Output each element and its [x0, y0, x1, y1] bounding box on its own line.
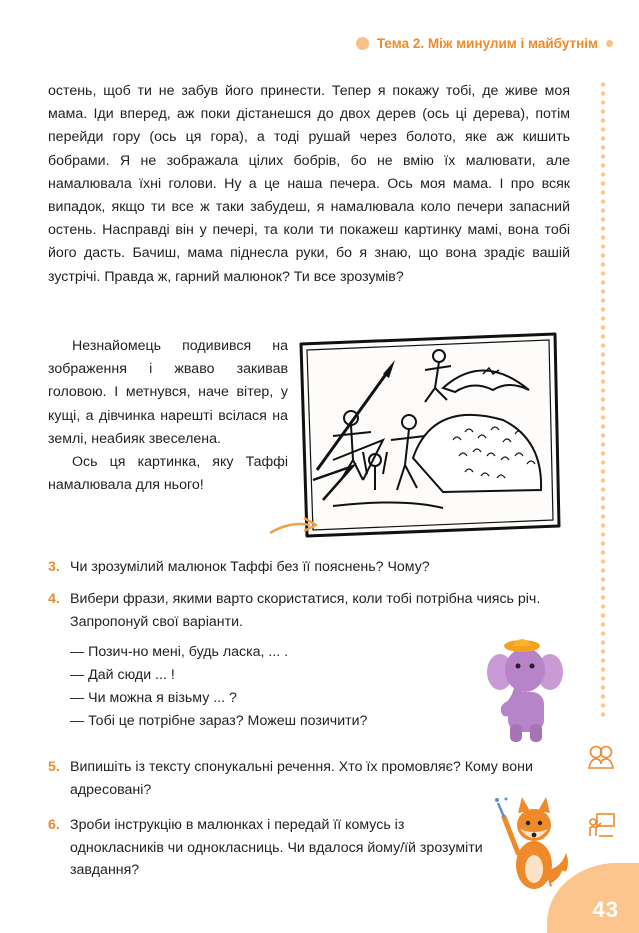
phrase-item: — Позич-но мені, будь ласка, ... .: [70, 644, 289, 660]
chapter-title: Тема 2. Між минулим і майбутнім: [376, 36, 598, 51]
story-continuation: [48, 335, 288, 497]
page-number: 43: [592, 897, 619, 922]
story-paragraph-stranger: Незнайомець подивився на зображення і жваво закивав головою. І метнувся, наче вітер, у кущі, а дівчинка нарешті всілася на землі, неабияк звеселена.: [48, 338, 288, 447]
pointing-arrow-icon: [266, 503, 322, 537]
taffy-drawing: [293, 330, 565, 540]
question-text: Випишіть із тексту спонукальні речення. Хто їх промовляє? Кому вони адресовані?: [70, 759, 533, 798]
presentation-icon: [588, 812, 616, 838]
phrase-item: — Чи можна я візьму ... ?: [70, 690, 237, 706]
question-text: Чи зрозумілий малюнок Таффі без її пояснень? Чому?: [70, 559, 430, 575]
elephant-illustration: [486, 632, 564, 744]
phrase-item: — Дай сюди ... !: [70, 667, 175, 683]
fox-illustration: [492, 795, 574, 895]
phrase-list: [70, 641, 367, 733]
dotted-margin-line: [600, 80, 606, 720]
question-number: 6.: [48, 817, 60, 833]
question-3: [48, 556, 578, 579]
story-text: [48, 80, 570, 289]
header-dot-icon: [356, 37, 369, 50]
pair-work-icon: [587, 744, 615, 770]
question-number: 5.: [48, 759, 60, 775]
question-number: 4.: [48, 591, 60, 607]
header-dot-small-icon: [606, 40, 613, 47]
story-paragraph: остень, щоб ти не забув його принести. Тепер я покажу тобі, де живе моя мама. Іди вперед, аж поки дістанешся до двох дерев (ось ці дерева), потім перейди гору (ось ця гора), а тоді рушай через болото, яке аж кишить бобрами. Я не зображала цілих бобрів, бо не вмію їх малювати, але намалювала їхні голови. Ну а це наша печера. Ось моя мама. І про всяк випадок, якщо ти все ж таки забудеш, я намалювала коло печери запасний остень. Насправді він у печері, та коли ти покажеш картинку мамі, вона тобі його дасть. Бачиш, мама піднесла руки, бо я знаю, що вона зрадіє вашій зустрічі. Правда ж, гарний малюнок? Ти все зрозумів?: [48, 83, 570, 285]
phrase-item: — Тобі це потрібне зараз? Можеш позичити?: [70, 713, 368, 729]
question-number: 3.: [48, 559, 60, 575]
story-paragraph-picture: Ось ця картинка, яку Таффі намалювала для нього!: [48, 454, 288, 494]
chapter-header: [356, 36, 613, 51]
question-text: Зроби інструкцію в малюнках і передай її комусь із однокласників чи однокласниць. Чи вдалося йому/їй зрозуміти завдання?: [70, 817, 483, 878]
question-text: Вибери фрази, якими варто скористатися, коли тобі потрібна чиясь річ. Запропонуй свої варіанти.: [70, 591, 541, 630]
question-4: [48, 588, 570, 633]
question-6: [48, 814, 488, 882]
